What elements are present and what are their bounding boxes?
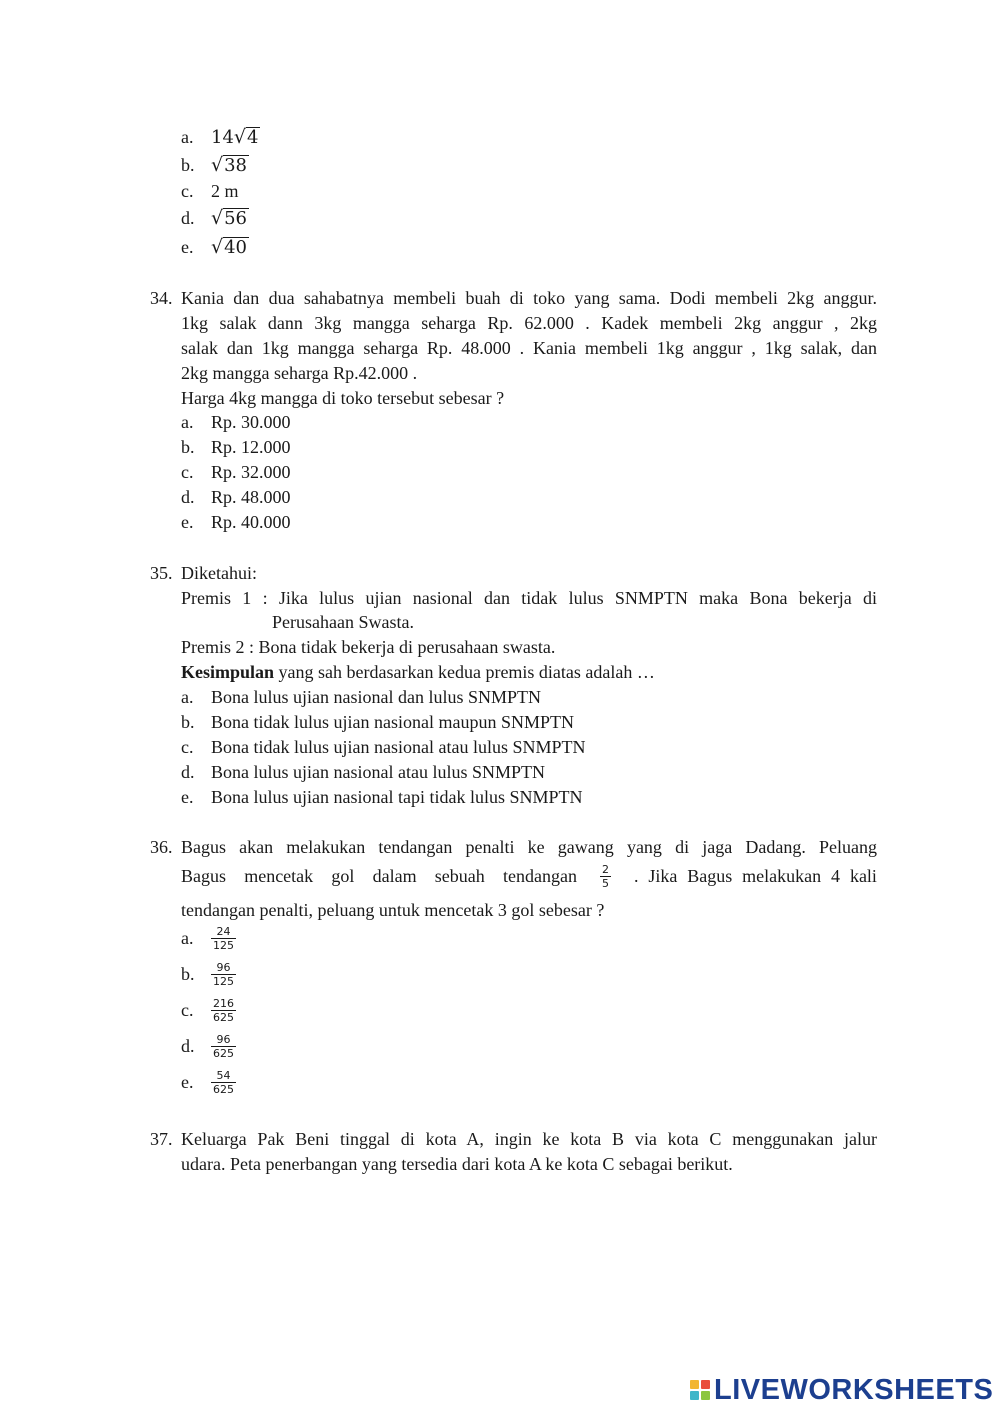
premise-1: Premis 1 : Jika lulus ujian nasional dan tidak lulus SNMPTN maka Bona bekerja di [181,588,877,608]
premise-1-continued: Perusahaan Swasta. [272,612,414,632]
sqrt-expression: 14 √ 4 [211,126,259,148]
logo-tile [690,1380,699,1389]
question-number: 37. [150,1129,173,1149]
logo-tile [690,1391,699,1400]
question-number: 36. [150,837,173,857]
answer-option: e. $\frac{54}{625}$ [181,1068,234,1096]
fraction: $\frac{216}{625}$ [213,996,234,1024]
sqrt-expression: √ 40 [211,236,248,258]
question-text-line: 1kg salak dann 3kg mangga seharga Rp. 62.000 . Kadek membeli 2kg anggur , 2kg [181,313,877,333]
logo-tile [701,1380,710,1389]
answer-option: c. $\frac{216}{625}$ [181,996,234,1024]
question-text-line-with-fraction: Bagus mencetak gol dalam sebuah tendangan $\frac{2}{5}$ . Jika Bagus melakukan 4 kali [181,862,877,890]
premise-2: Premis 2 : Bona tidak bekerja di perusahaan swasta. [181,637,556,657]
sqrt-expression: √ 56 [211,207,248,229]
answer-option: a. $\frac{24}{125}$ [181,924,234,952]
question-prompt: Harga 4kg mangga di toko tersebut sebesar ? [181,388,505,408]
fraction: $\frac{96}{125}$ [213,960,234,988]
question-text-line: 2kg mangga seharga Rp.42.000 . [181,363,418,383]
question-number: 35. [150,563,173,583]
fraction: $\frac{54}{625}$ [213,1068,234,1096]
logo-tiles-icon [690,1380,710,1400]
question-intro: Diketahui: [181,563,257,583]
question-text-line: Kania dan dua sahabatnya membeli buah di toko yang sama. Dodi membeli 2kg anggur. [181,288,877,308]
question-number: 34. [150,288,173,308]
logo-text: LIVEWORKSHEETS [714,1373,994,1406]
liveworksheets-logo[interactable] [690,1373,993,1407]
logo-tile [701,1391,710,1400]
fraction: $\frac{24}{125}$ [213,924,234,952]
question-prompt: tendangan penalti, peluang untuk mencetak 3 gol sebesar ? [181,900,605,920]
question-text-line: Bagus akan melakukan tendangan penalti ke gawang yang di jaga Dadang. Peluang [181,837,877,857]
question-text-line: salak dan 1kg mangga seharga Rp. 48.000 . Kania membeli 1kg anggur , 1kg salak, dan [181,338,877,358]
answer-option: d. $\frac{96}{625}$ [181,1032,234,1060]
fraction: $\frac{2}{5}$ [602,862,609,890]
answer-option: b. $\frac{96}{125}$ [181,960,234,988]
question-text-line: Keluarga Pak Beni tinggal di kota A, ingin ke kota B via kota C menggunakan jalur [181,1129,877,1149]
question-text-line: udara. Peta penerbangan yang tersedia dari kota A ke kota C sebagai berikut. [181,1154,733,1174]
question-prompt: Kesimpulan yang sah berdasarkan kedua premis diatas adalah … [181,662,655,682]
sqrt-expression: √ 38 [211,154,248,176]
fraction: $\frac{96}{625}$ [213,1032,234,1060]
